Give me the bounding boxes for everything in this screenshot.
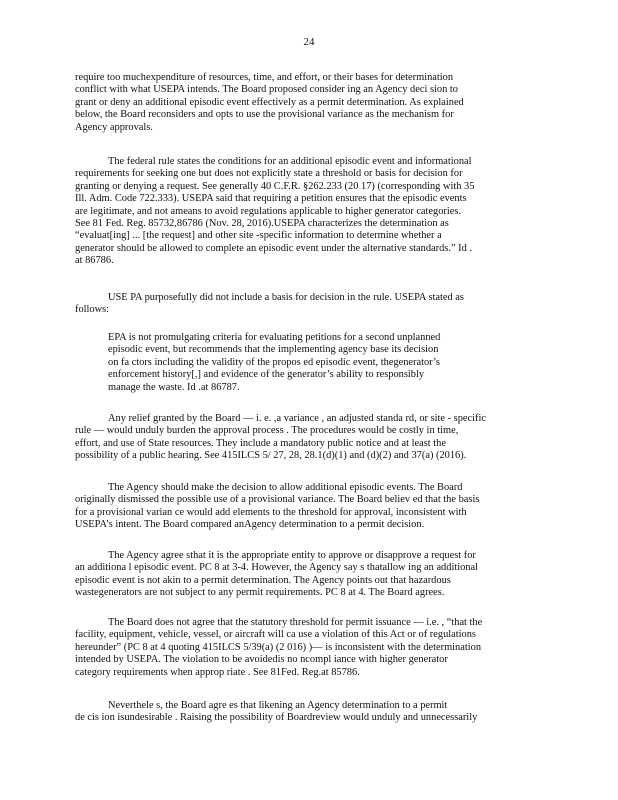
text-line: The Agency should make the decision to allow additional episodic events. The Board [108,482,463,493]
text-line: episodic event is not akin to a permit determination. The Agency points out that hazardous [75,574,451,586]
text-line: wastegenerators are not subject to any permit requirements. PC 8 at 4. The Board agrees. [75,587,445,599]
paragraph-7 [75,617,533,679]
text-line: originally dismissed the possible use of a provisional variance. The Board believ ed that the basis [75,494,480,506]
text-line: effort, and use of State resources. They include a mandatory public notice and at least the [75,437,446,449]
text-line: enforcement history[,] and evidence of the generator’s ability to responsibly [108,369,425,381]
text-line: de cis ion isundesirable . Raising the possibility of Boardreview would unduly and unnecessarily [75,712,478,724]
paragraph-5 [75,482,533,532]
text-line: granting or denying a request. See generally 40 C.F.R. §262.233 (20 17) (corresponding with 35 [75,180,475,192]
paragraph-1 [75,72,533,134]
paragraph-2 [75,156,533,268]
text-line: possibility of a public hearing. See 415ILCS 5/ 27, 28, 28.1(d)(1) and (d)(2) and 37(a) (2016). [75,450,467,462]
text-line: Ill. Adm. Code 722.333). USEPA said that requiring a petition ensures that the episodic events [75,193,467,205]
text-line: conflict with what USEPA intends. The Board proposed consider ing an Agency deci sion to [75,84,458,96]
paragraph-6 [75,550,533,600]
paragraph-4 [75,413,533,463]
text-line: “evaluat[ing] ... [the request] and other site -specific information to determine whether a [75,230,442,242]
text-line: for a provisional varian ce would add elements to the threshold for approval, inconsistent with [75,506,467,518]
text-line: require too muchexpenditure of resources, time, and effort, or their bases for determination [75,72,454,83]
text-line: facility, equipment, vehicle, vessel, or aircraft will ca use a violation of this Act or of regulations [75,629,476,641]
text-line: See 81 Fed. Reg. 85732,86786 (Nov. 28, 2016).USEPA characterizes the determination as [75,218,449,230]
page-number: 24 [303,36,315,48]
text-line: episodic event, but recommends that the implementing agency base its decision [108,344,439,356]
text-line: on fa ctors including the validity of the propos ed episodic event, thegenerator’s [108,356,440,368]
text-line: intended by USEPA. The violation to be avoidedis no ncompl iance with higher generator [75,654,448,666]
text-line: requirements for seeking one but does not explicitly state a threshold or basis for decision for [75,168,463,180]
text-line: manage the waste. Id .at 86787. [108,381,240,393]
text-line: at 86786. [75,255,114,267]
text-line: Agency approvals. [75,121,153,133]
text-line: hereunder” (PC 8 at 4 quoting 415ILCS 5/39(a) (2 016) )— is inconsistent with the determination [75,641,482,653]
text-line: rule — would unduly burden the approval process . The procedures would be costly in time, [75,425,459,437]
paragraph-8 [75,700,533,725]
text-line: EPA is not promulgating criteria for evaluating petitions for a second unplanned [108,332,441,343]
text-line: USE PA purposefully did not include a basis for decision in the rule. USEPA stated as [108,292,464,303]
text-line: Neverthele s, the Board agre es that likening an Agency determination to a permit [108,700,448,711]
text-line: below, the Board reconsiders and opts to use the provisional variance as the mechanism for [75,109,454,121]
text-line: category requirements when approp riate . See 81Fed. Reg.at 85786. [75,666,360,678]
text-line: The Board does not agree that the statutory threshold for permit issuance — i.e. , “that the [108,617,483,628]
block-quote [108,332,498,394]
text-line: are legitimate, and not ameans to avoid regulations applicable to higher generator categories. [75,205,462,217]
text-line: follows: [75,304,110,316]
text-line: an additiona l episodic event. PC 8 at 3-4. However, the Agency say s thatallow ing an additional [75,562,478,574]
paragraph-3 [75,292,533,317]
text-line: Any relief granted by the Board — i. e. ,a variance , an adjusted standa rd, or site - specific [108,413,486,424]
text-line: USEPA’s intent. The Board compared anAgency determination to a permit decision. [75,519,425,531]
text-line: The Agency agree sthat it is the appropriate entity to approve or disapprove a request for [108,550,476,561]
text-line: grant or deny an additional episodic event effectively as a permit determination. As explained [75,96,464,108]
text-line: generator should be allowed to complete an episodic event under the alternative standards.” Id . [75,242,473,254]
text-line: The federal rule states the conditions for an additional episodic event and informational [108,156,472,167]
